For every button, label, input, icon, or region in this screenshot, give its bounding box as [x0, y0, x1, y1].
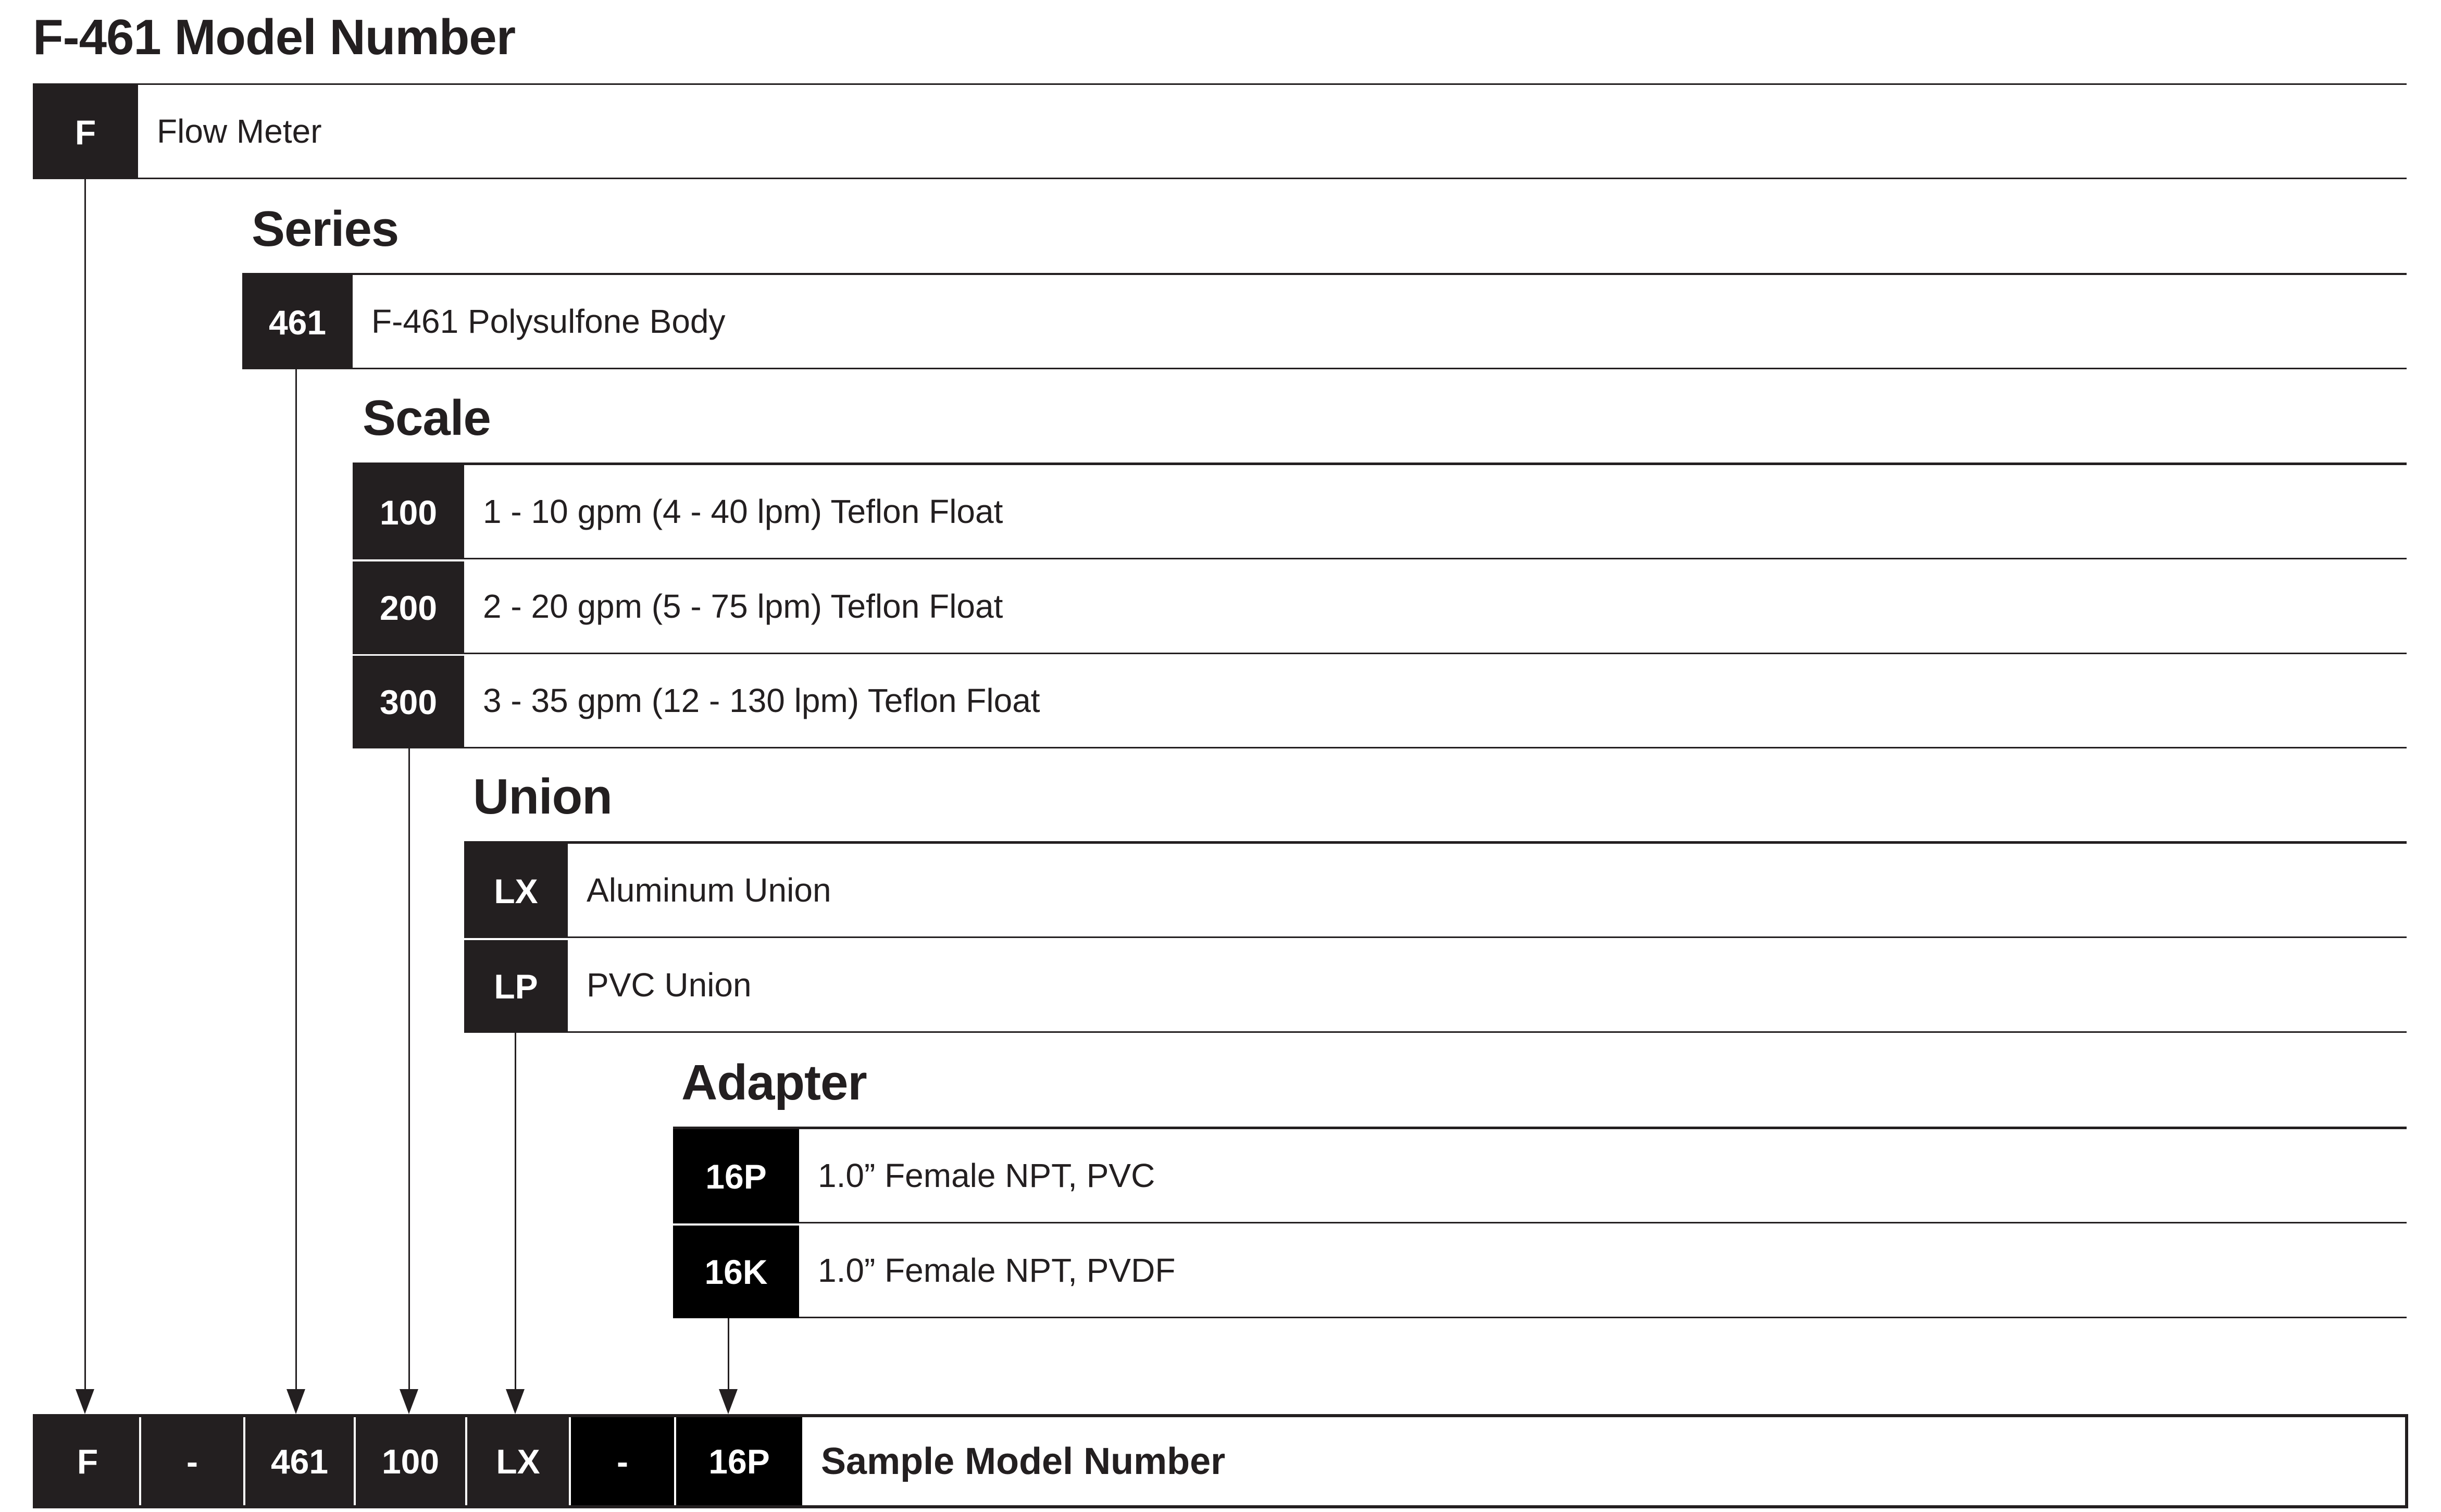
sample-label: Sample Model Number	[821, 1440, 1226, 1482]
sample-cell-prefix: F	[36, 1417, 141, 1505]
code-box: 100	[353, 465, 464, 559]
code-box: 16P	[673, 1129, 799, 1223]
code-description: 1 - 10 gpm (4 - 40 lpm) Teflon Float	[464, 465, 2407, 559]
code-description: Aluminum Union	[568, 844, 2407, 938]
sample-cell-union: LX	[467, 1417, 571, 1505]
section-title-series: Series	[252, 201, 399, 257]
connector-line	[515, 1033, 516, 1389]
code-description: Flow Meter	[138, 85, 2407, 179]
arrow-down-icon	[287, 1389, 305, 1414]
code-description: 1.0” Female NPT, PVC	[799, 1129, 2407, 1223]
arrow-down-icon	[719, 1389, 738, 1414]
connector-line	[728, 1318, 729, 1389]
code-box: 16K	[673, 1224, 799, 1318]
scale-row	[353, 465, 2407, 559]
adapter-row	[673, 1224, 2407, 1318]
code-description: 1.0” Female NPT, PVDF	[799, 1224, 2407, 1318]
code-box: LP	[464, 939, 568, 1033]
section-title-scale: Scale	[363, 390, 491, 446]
code-description: 3 - 35 gpm (12 - 130 lpm) Teflon Float	[464, 654, 2407, 748]
arrow-down-icon	[506, 1389, 525, 1414]
union-row	[464, 844, 2407, 938]
connector-line	[295, 369, 297, 1389]
sample-cell-adapter: 16P	[676, 1417, 802, 1505]
series-row	[242, 275, 2407, 369]
code-description: F-461 Polysulfone Body	[353, 275, 2407, 369]
sample-cell-series: 461	[245, 1417, 356, 1505]
sample-cell-scale: 100	[356, 1417, 467, 1505]
sample-cell-dash: -	[141, 1417, 245, 1505]
arrow-down-icon	[76, 1389, 94, 1414]
union-row	[464, 939, 2407, 1033]
code-box: F	[33, 85, 138, 179]
arrow-down-icon	[400, 1389, 418, 1414]
code-box: 300	[353, 654, 464, 748]
connector-line	[84, 179, 86, 1389]
code-box: 461	[242, 275, 353, 369]
connector-line	[408, 748, 410, 1389]
sample-cell-dash: -	[571, 1417, 676, 1505]
code-description: PVC Union	[568, 939, 2407, 1033]
page-title: F-461 Model Number	[33, 9, 516, 65]
adapter-row	[673, 1129, 2407, 1223]
scale-row	[353, 654, 2407, 748]
prefix-row	[33, 85, 2407, 179]
code-box: LX	[464, 844, 568, 938]
scale-row	[353, 560, 2407, 654]
section-title-adapter: Adapter	[681, 1055, 867, 1110]
code-box: 200	[353, 560, 464, 654]
sample-model-number	[33, 1414, 2408, 1508]
section-title-union: Union	[473, 769, 612, 824]
code-description: 2 - 20 gpm (5 - 75 lpm) Teflon Float	[464, 560, 2407, 654]
